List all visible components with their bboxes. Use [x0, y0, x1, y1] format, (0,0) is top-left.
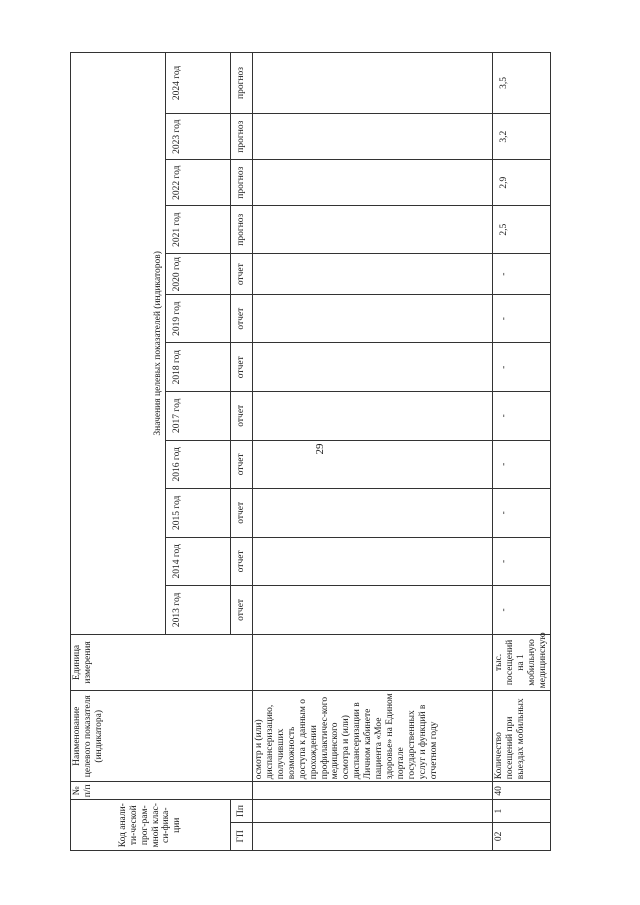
value-cell: [253, 160, 493, 206]
year-header: 2013 год: [166, 586, 231, 635]
year-header: 2023 год: [166, 113, 231, 160]
year-header: 2024 год: [166, 53, 231, 114]
pp-header: Пп: [231, 800, 253, 822]
value-cell: -: [493, 254, 551, 294]
value-cell: [253, 586, 493, 635]
type-header: отчет: [231, 489, 253, 538]
header-row: [71, 53, 166, 851]
name-header: Наименование целевого показателя (индикатора): [71, 691, 253, 782]
num-cell: 40: [493, 782, 551, 800]
year-header: 2022 год: [166, 160, 231, 206]
value-cell: -: [493, 343, 551, 392]
value-cell: -: [493, 586, 551, 635]
table-row: [493, 53, 551, 851]
year-header: 2018 год: [166, 343, 231, 392]
value-cell: 2,5: [493, 205, 551, 254]
value-cell: [253, 113, 493, 160]
type-header: отчет: [231, 391, 253, 440]
code-header: Код анали-ти-ческой прог-рам-мной клас-си-фика-ции: [71, 800, 231, 851]
year-header: 2020 год: [166, 254, 231, 294]
page-number: 29: [314, 443, 326, 455]
value-cell: [253, 205, 493, 254]
pp-cell: 1: [493, 800, 551, 822]
unit-header: Единица измерения: [71, 634, 253, 691]
type-header: отчет: [231, 537, 253, 586]
table-holder: [70, 52, 548, 851]
type-header: отчет: [231, 586, 253, 635]
indicators-table: [70, 52, 551, 851]
value-cell: -: [493, 391, 551, 440]
name-cell: осмотр и (или) диспансеризацию, получивших возможность доступа к данным о прохождении профилактичес-кого медицинского осмотра и (или) диспансеризации в Личном кабинете пациента «Мое здоровье» на Едином портале государственных услуг и функций в отчетном году: [253, 691, 493, 782]
value-cell: [253, 489, 493, 538]
unit-cell: [253, 634, 493, 691]
type-header: отчет: [231, 343, 253, 392]
type-header: отчет: [231, 254, 253, 294]
value-cell: -: [493, 294, 551, 343]
year-header: 2021 год: [166, 205, 231, 254]
year-header: 2016 год: [166, 440, 231, 489]
gp-cell: [253, 822, 493, 850]
type-header: прогноз: [231, 53, 253, 114]
value-cell: [253, 537, 493, 586]
type-header: прогноз: [231, 205, 253, 254]
type-header: отчет: [231, 440, 253, 489]
value-cell: 3,5: [493, 53, 551, 114]
unit-cell: тыс. посещений на 1 мобильную медицинскую: [493, 634, 551, 691]
table-row: [253, 53, 493, 851]
value-cell: -: [493, 489, 551, 538]
value-cell: -: [493, 537, 551, 586]
pp-cell: [253, 800, 493, 822]
type-header: прогноз: [231, 160, 253, 206]
year-header: 2019 год: [166, 294, 231, 343]
values-header: Значения целевых показателей (индикаторов): [71, 53, 166, 635]
year-header: 2017 год: [166, 391, 231, 440]
num-cell: [253, 782, 493, 800]
value-cell: [253, 294, 493, 343]
value-cell: [253, 343, 493, 392]
value-cell: -: [493, 440, 551, 489]
year-header: 2014 год: [166, 537, 231, 586]
value-cell: [253, 254, 493, 294]
rotated-table-wrap: [70, 52, 548, 851]
value-cell: 3,2: [493, 113, 551, 160]
type-header: отчет: [231, 294, 253, 343]
value-cell: [253, 53, 493, 114]
year-header: 2015 год: [166, 489, 231, 538]
type-header: прогноз: [231, 113, 253, 160]
value-cell: [253, 440, 493, 489]
value-cell: 2,9: [493, 160, 551, 206]
num-header: № п/п: [71, 782, 253, 800]
value-cell: [253, 391, 493, 440]
gp-cell: 02: [493, 822, 551, 850]
gp-header: ГП: [231, 822, 253, 850]
name-cell: Количество посещений при выездах мобильных: [493, 691, 551, 782]
